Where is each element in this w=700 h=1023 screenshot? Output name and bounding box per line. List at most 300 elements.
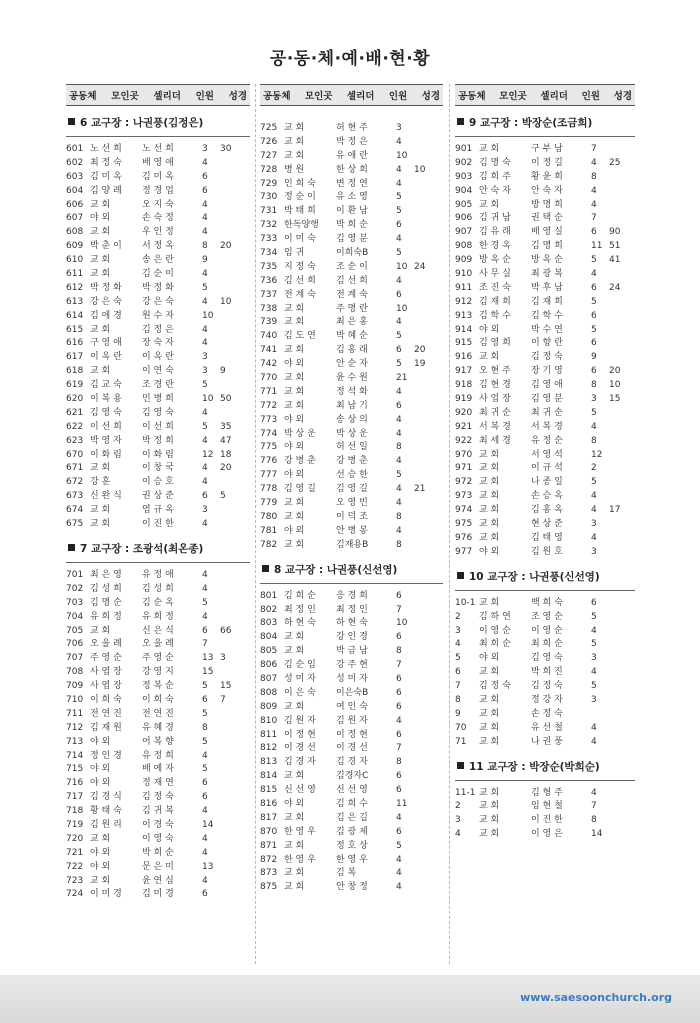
cell-leader: 김 명 희 (531, 241, 563, 252)
bible-count (609, 490, 631, 504)
table-row (455, 611, 635, 625)
row-number: 718 (66, 806, 84, 817)
row-number: 719 (66, 819, 84, 830)
row-number: 702 (66, 583, 84, 594)
attendance: 4 (591, 185, 597, 196)
bible-count: 41 (609, 255, 621, 266)
meeting-place: 교 회 (479, 787, 500, 798)
attendance: 4 (396, 484, 402, 495)
header-label: 성경 (228, 91, 247, 102)
attendance: 7 (396, 660, 402, 671)
meeting-place: 김 경 식 (90, 792, 122, 803)
table-row (260, 428, 443, 442)
meeting-place: 교 회 (284, 136, 305, 147)
bible-count (609, 736, 631, 750)
meeting-place: 최 정 숙 (90, 157, 122, 168)
attendance: 8 (396, 646, 402, 657)
row-number: 741 (260, 345, 278, 356)
table-row (455, 379, 635, 393)
attendance: 2 (591, 463, 597, 474)
table-row (260, 469, 443, 483)
cell-leader: 박 혜 순 (336, 331, 368, 342)
bible-count (609, 694, 631, 708)
meeting-place: 김 학 수 (479, 310, 511, 321)
row-number: 911 (455, 282, 473, 293)
attendance: 6 (396, 400, 402, 411)
cell-leader: 원 수 자 (142, 310, 174, 321)
row-number: 739 (260, 317, 278, 328)
attendance: 6 (202, 625, 208, 636)
row-number: 608 (66, 227, 84, 238)
meeting-place: 김 명 숙 (479, 157, 511, 168)
footer-url[interactable]: www.saesoonchurch.org (520, 991, 672, 1004)
table-row (260, 316, 443, 330)
table-row (66, 421, 250, 435)
table-row (66, 597, 250, 611)
bible-count (220, 476, 242, 490)
table-row (66, 199, 250, 213)
cell-leader: 정 재 연 (142, 778, 174, 789)
attendance: 5 (396, 206, 402, 217)
meeting-place: 교 회 (284, 386, 305, 397)
cell-leader: 방 옥 순 (531, 255, 563, 266)
meeting-place: 교 회 (90, 366, 111, 377)
row-number: 917 (455, 366, 473, 377)
attendance: 6 (396, 345, 402, 356)
cell-leader: 허 선 일 (336, 442, 368, 453)
bible-count (220, 199, 242, 213)
row-number: 710 (66, 694, 84, 705)
attendance: 4 (202, 435, 208, 446)
attendance: 4 (396, 317, 402, 328)
attendance: 3 (202, 366, 208, 377)
attendance: 6 (202, 778, 208, 789)
bible-count: 24 (414, 261, 426, 272)
row-number: 731 (260, 206, 278, 217)
meeting-place: 박 춘 이 (90, 241, 122, 252)
cell-leader: 안 숙 자 (531, 185, 563, 196)
cell-leader: 우 인 정 (142, 227, 174, 238)
cell-leader: 김 정 숙 (531, 681, 563, 692)
bible-count (220, 407, 242, 421)
row-number: 725 (260, 123, 278, 133)
attendance: 4 (202, 296, 208, 307)
column-2 (260, 84, 443, 895)
attendance: 3 (591, 394, 597, 405)
bible-count (414, 812, 436, 826)
row-number: 701 (66, 569, 84, 580)
meeting-place: 임 귀 (284, 248, 305, 259)
table-row (455, 254, 635, 268)
table-row (455, 268, 635, 282)
table-row (455, 324, 635, 338)
cell-leader: 박 희 순 (336, 220, 368, 231)
cell-leader: 성 미 자 (336, 673, 368, 684)
attendance: 10 (202, 310, 214, 321)
meeting-place: 김 원 리 (90, 819, 122, 830)
table-row (455, 462, 635, 476)
row-number: 732 (260, 220, 278, 231)
header-label: 공동체 (263, 91, 291, 102)
table-row (455, 337, 635, 351)
bible-count (414, 497, 436, 511)
meeting-place: 교 회 (90, 833, 111, 844)
table-row (260, 673, 443, 687)
table-row (66, 435, 250, 449)
district-rows (455, 136, 635, 560)
attendance: 5 (591, 639, 597, 650)
meeting-place: 김 순 임 (284, 660, 316, 671)
table-row (455, 722, 635, 736)
meeting-place: 교 회 (284, 882, 305, 893)
attendance: 4 (202, 750, 208, 761)
row-number: 607 (66, 213, 84, 224)
attendance: 3 (591, 694, 597, 705)
cell-leader: 김 희 수 (336, 798, 368, 809)
table-row (455, 143, 635, 157)
cell-leader: 장 기 영 (531, 366, 563, 377)
table-row (260, 122, 443, 136)
bible-count (220, 185, 242, 199)
table-row (66, 791, 250, 805)
meeting-place: 교 회 (284, 539, 305, 550)
row-number: 615 (66, 324, 84, 335)
table-row (66, 185, 250, 199)
bible-count: 21 (414, 484, 426, 495)
row-number: 918 (455, 380, 473, 391)
district-group (455, 760, 635, 843)
header-label: 모인곳 (499, 91, 527, 102)
meeting-place: 야 외 (284, 414, 305, 425)
row-number: 903 (455, 171, 473, 182)
bible-count: 35 (220, 421, 232, 432)
bible-count (609, 722, 631, 736)
bible-count (609, 814, 631, 828)
meeting-place: 신 선 영 (284, 785, 316, 796)
attendance: 4 (591, 787, 597, 798)
bible-count (220, 666, 242, 680)
bible-count (414, 854, 436, 868)
table-row (455, 666, 635, 680)
header-label: 공동체 (458, 91, 486, 102)
row-number: 727 (260, 150, 278, 161)
row-number: 5 (455, 653, 461, 664)
attendance: 6 (396, 771, 402, 782)
row-number: 720 (66, 833, 84, 844)
bible-count: 19 (414, 359, 426, 370)
bible-count: 10 (609, 380, 621, 391)
row-number: 808 (260, 687, 278, 698)
table-row (260, 483, 443, 497)
district-rows (260, 583, 443, 896)
table-row (260, 400, 443, 414)
bible-count (414, 756, 436, 770)
bible-count (414, 701, 436, 715)
table-row (455, 407, 635, 421)
row-number: 970 (455, 449, 473, 460)
attendance: 6 (202, 889, 208, 900)
cell-leader: 이 영 은 (531, 829, 563, 840)
meeting-place: 교 회 (479, 532, 500, 543)
cell-leader: 선 승 한 (336, 470, 368, 481)
meeting-place: 교 회 (479, 449, 500, 460)
bible-count: 10 (220, 296, 232, 307)
table-row (260, 617, 443, 631)
cell-leader: 이 향 란 (531, 338, 563, 349)
bible-count (414, 715, 436, 729)
table-row (66, 625, 250, 639)
table-row (66, 652, 250, 666)
cell-leader: 구 부 남 (531, 144, 563, 154)
meeting-place: 김 정 숙 (479, 681, 511, 692)
bible-count: 5 (220, 491, 226, 502)
bible-count (609, 476, 631, 490)
table-row (260, 854, 443, 868)
table-row (455, 597, 635, 611)
bible-count (220, 569, 242, 583)
bible-count (220, 157, 242, 171)
table-row (66, 638, 250, 652)
column-divider (255, 84, 256, 964)
table-row (260, 178, 443, 192)
meeting-place: 김 명 순 (90, 597, 122, 608)
attendance: 21 (396, 373, 408, 384)
bible-count (414, 784, 436, 798)
row-number: 873 (260, 868, 278, 879)
attendance: 6 (591, 310, 597, 321)
meeting-place: 야 외 (479, 546, 500, 557)
bible-count: 15 (609, 394, 621, 405)
district-group (66, 116, 250, 532)
meeting-place: 교 회 (479, 352, 500, 363)
district-title (68, 542, 250, 556)
bible-count (220, 379, 242, 393)
meeting-place: 교 회 (90, 227, 111, 238)
meeting-place: 이 영 순 (479, 625, 511, 636)
attendance: 4 (202, 875, 208, 886)
meeting-place: 박 영 자 (90, 435, 122, 446)
attendance: 4 (202, 611, 208, 622)
table-row (455, 365, 635, 379)
attendance: 3 (202, 505, 208, 516)
cell-leader: 이 규 석 (531, 463, 563, 474)
attendance: 8 (591, 380, 597, 391)
bible-count (220, 611, 242, 625)
table-row (66, 611, 250, 625)
header-label: 공동체 (69, 91, 97, 102)
attendance: 6 (396, 701, 402, 712)
meeting-place: 사 무 실 (479, 269, 511, 280)
meeting-place: 김 성 희 (90, 583, 122, 594)
table-row (66, 476, 250, 490)
table-row (455, 185, 635, 199)
row-number: 612 (66, 282, 84, 293)
attendance: 5 (591, 324, 597, 335)
cell-leader: 김 영 숙 (531, 653, 563, 664)
row-number: 717 (66, 792, 84, 803)
attendance: 4 (396, 234, 402, 245)
attendance: 4 (396, 456, 402, 467)
bible-count (220, 875, 242, 889)
bible-count (414, 867, 436, 881)
cell-leader: 김 정 숙 (531, 352, 563, 363)
table-row (66, 875, 250, 889)
table-row (66, 569, 250, 583)
row-number: 708 (66, 667, 84, 678)
meeting-place: 사 업 장 (479, 394, 511, 405)
bible-count (220, 268, 242, 282)
meeting-place: 교 회 (90, 199, 111, 210)
row-number: 871 (260, 840, 278, 851)
table-row (455, 638, 635, 652)
row-number: 614 (66, 310, 84, 321)
attendance: 4 (202, 569, 208, 580)
cell-leader: 이 진 한 (142, 519, 174, 530)
meeting-place: 하 현 숙 (284, 618, 316, 629)
attendance: 8 (591, 435, 597, 446)
attendance: 13 (202, 653, 214, 664)
row-number: 816 (260, 798, 278, 809)
attendance: 4 (396, 136, 402, 147)
square-bullet-icon (262, 565, 269, 572)
meeting-place: 이 복 용 (90, 394, 122, 405)
meeting-place: 교 회 (90, 324, 111, 335)
bible-count (414, 150, 436, 164)
bible-count (220, 212, 242, 226)
row-number: 672 (66, 477, 84, 488)
cell-leader: 배 영 실 (531, 227, 563, 238)
meeting-place: 조 진 숙 (479, 282, 511, 293)
row-number: 670 (66, 449, 84, 460)
cell-leader: 전 연 진 (142, 708, 174, 719)
header-label: 인원 (195, 91, 214, 102)
bible-count (414, 428, 436, 442)
bible-count: 10 (414, 164, 426, 175)
bible-count: 20 (414, 345, 426, 356)
header-label: 모인곳 (111, 91, 139, 102)
district-rows (455, 780, 635, 843)
cell-leader: 방 명 희 (531, 199, 563, 210)
bible-count (414, 372, 436, 386)
meeting-place: 김 희 주 (479, 171, 511, 182)
attendance: 6 (591, 597, 597, 608)
meeting-place: 교 회 (284, 150, 305, 161)
meeting-place: 교 회 (90, 875, 111, 886)
header-label: 성경 (421, 91, 440, 102)
cell-leader: 서 정 옥 (142, 241, 174, 252)
attendance: 6 (591, 282, 597, 293)
table-row (455, 625, 635, 639)
row-number: 8 (455, 694, 461, 705)
table-row (260, 191, 443, 205)
cell-leader: 이 연 숙 (142, 366, 174, 377)
bible-count: 30 (220, 144, 232, 154)
row-number: 972 (455, 477, 473, 488)
attendance: 4 (396, 868, 402, 879)
bible-count: 15 (220, 681, 232, 692)
district-title (262, 563, 443, 577)
bible-count: 47 (220, 435, 232, 446)
meeting-place: 교 회 (479, 597, 500, 608)
district-title (457, 116, 635, 130)
cell-leader: 정 복 순 (142, 681, 174, 692)
row-number: 770 (260, 373, 278, 384)
row-number: 609 (66, 241, 84, 252)
meeting-place: 방 옥 순 (479, 255, 511, 266)
row-number: 740 (260, 331, 278, 342)
attendance: 5 (202, 421, 208, 432)
table-row (260, 604, 443, 618)
meeting-place: 교 회 (479, 694, 500, 705)
bible-count: 50 (220, 394, 232, 405)
bible-count: 25 (609, 157, 621, 168)
cell-leader: 박 정 은 (336, 136, 368, 147)
meeting-place: 이 희 숙 (90, 694, 122, 705)
cell-leader: 김 태 영 (531, 532, 563, 543)
table-row (260, 812, 443, 826)
cell-leader: 정 경 업 (142, 185, 174, 196)
row-number: 3 (455, 815, 461, 826)
row-number: 606 (66, 199, 84, 210)
cell-leader: 배 예 자 (142, 764, 174, 775)
meeting-place: 교 회 (284, 303, 305, 314)
header-label: 셀리더 (540, 91, 568, 102)
table-row (260, 219, 443, 233)
district-group (260, 116, 443, 553)
meeting-place: 야 외 (284, 525, 305, 536)
attendance: 4 (591, 667, 597, 678)
meeting-place: 교 회 (90, 519, 111, 530)
bible-count (220, 583, 242, 597)
cell-leader: 김 성 희 (142, 583, 174, 594)
row-number: 623 (66, 435, 84, 446)
cell-leader: 염 규 옥 (142, 505, 174, 516)
row-number: 601 (66, 144, 84, 154)
bible-count (414, 330, 436, 344)
table-row (66, 777, 250, 791)
bible-count (414, 414, 436, 428)
meeting-place: 김 경 자 (284, 757, 316, 768)
cell-leader: 장 숙 자 (142, 338, 174, 349)
attendance: 6 (202, 694, 208, 705)
cell-leader: 최 귀 순 (531, 407, 563, 418)
cell-leader: 이 진 한 (531, 815, 563, 826)
cell-leader: 박 수 연 (531, 324, 563, 335)
cell-leader: 유 정 순 (531, 435, 563, 446)
row-number: 812 (260, 743, 278, 754)
bible-count (414, 455, 436, 469)
table-row (66, 736, 250, 750)
meeting-place: 신 완 식 (90, 491, 122, 502)
cell-leader: 김 형 주 (531, 787, 563, 798)
row-number: 734 (260, 248, 278, 259)
table-row (66, 694, 250, 708)
table-row (260, 303, 443, 317)
meeting-place: 교 회 (284, 345, 305, 356)
row-number: 2 (455, 611, 461, 622)
cell-leader: 유 선 철 (531, 722, 563, 733)
bible-count (414, 191, 436, 205)
row-number: 11-1 (455, 787, 476, 798)
meeting-place: 유 희 정 (90, 611, 122, 622)
attendance: 12 (591, 449, 603, 460)
bible-count (609, 324, 631, 338)
row-number: 671 (66, 463, 84, 474)
row-number: 904 (455, 185, 473, 196)
attendance: 3 (591, 653, 597, 664)
cell-leader: 오 지 숙 (142, 199, 174, 210)
row-number: 3 (455, 625, 461, 636)
